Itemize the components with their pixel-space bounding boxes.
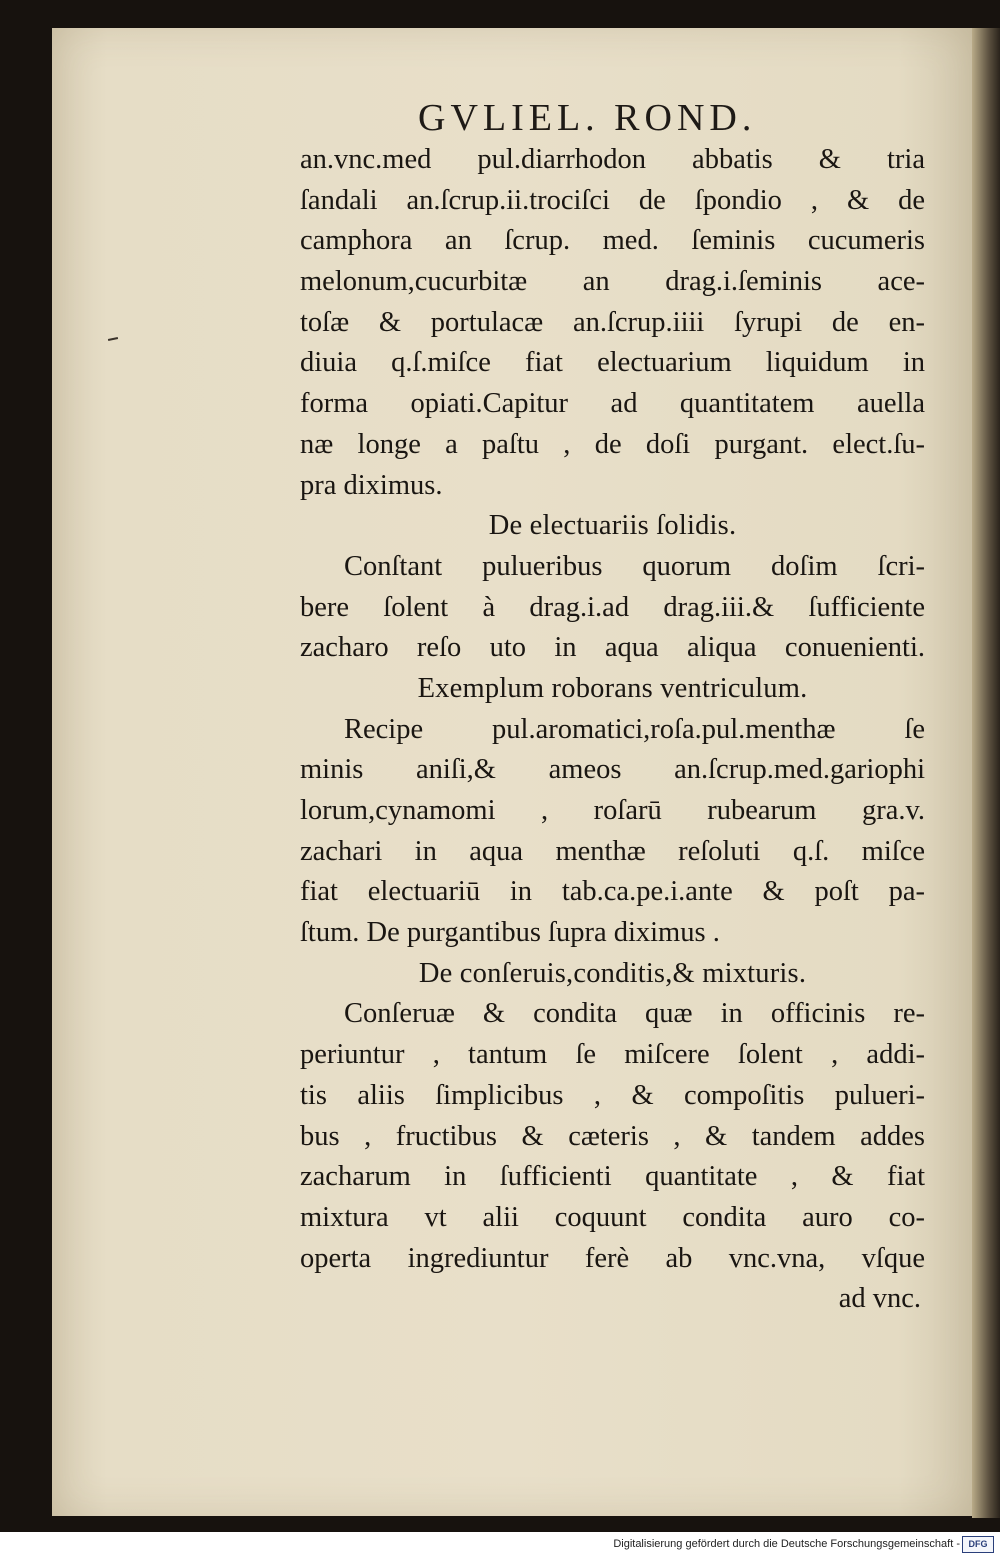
text-line: operta ingrediuntur ferè ab vnc.vna, vſque xyxy=(300,1242,925,1274)
text-line: næ longe a paſtu , de doſi purgant. elect.ſu- xyxy=(300,428,925,460)
text-line: Conſeruæ & condita quæ in officinis re- xyxy=(344,998,925,1030)
text-line: periuntur , tantum ſe miſcere ſolent , addi- xyxy=(300,1039,925,1071)
text-line: tis aliis ſimplicibus , & compoſitis pulueri- xyxy=(300,1079,925,1111)
text-line: zacharum in ſufficienti quantitate , & fiat xyxy=(300,1161,925,1193)
text-line: an.vnc.med pul.diarrhodon abbatis & tria xyxy=(300,144,925,175)
text-line: bus , fructibus & cæteris , & tandem addes xyxy=(300,1120,925,1152)
section-heading: De conſeruis,conditis,& mixturis. xyxy=(418,957,807,989)
text-line: mixtura vt alii coquunt condita auro co- xyxy=(300,1201,925,1233)
text-line: minis aniſi,& ameos an.ſcrup.med.gariophi xyxy=(300,754,925,786)
dfg-logo-icon: DFG xyxy=(962,1536,994,1553)
text-line: bere ſolent à drag.i.ad drag.iii.& ſufficiente xyxy=(300,591,925,623)
text-line: zacharo reſo uto in aqua aliqua conuenienti. xyxy=(300,632,925,664)
text-line: melonum,cucurbitæ an drag.i.ſeminis ace- xyxy=(300,266,925,298)
text-line: zachari in aqua menthæ reſoluti q.ſ. miſce xyxy=(300,835,925,867)
text-line: fiat electuariū in tab.ca.pe.i.ante & poſt pa- xyxy=(300,876,925,908)
page-edge xyxy=(972,28,1000,1518)
text-line: ſtum. De purgantibus ſupra diximus . xyxy=(300,917,720,949)
text-line: toſæ & portulacæ an.ſcrup.iiii ſyrupi de en- xyxy=(300,306,925,338)
text-line: lorum,cynamomi , roſarū rubearum gra.v. xyxy=(300,795,925,826)
section-heading: Exemplum roborans ventriculum. xyxy=(417,672,808,704)
text-line: ſandali an.ſcrup.ii.trociſci de ſpondio , & de xyxy=(300,184,925,216)
text-line: Conſtant pulueribus quorum doſim ſcri- xyxy=(344,550,925,582)
text-line: camphora an ſcrup. med. ſeminis cucumeris xyxy=(300,225,925,257)
text-line: pra diximus. xyxy=(300,469,443,501)
footer-credit: Digitalisierung gefördert durch die Deutsche Forschungsgemeinschaft - xyxy=(613,1538,960,1550)
text-line: forma opiati.Capitur ad quantitatem auella xyxy=(300,388,925,420)
text-block xyxy=(300,140,925,1320)
text-line: Recipe pul.aromatici,roſa.pul.menthæ ſe xyxy=(344,713,925,745)
text-line: diuia q.ſ.miſce fiat electuarium liquidum in xyxy=(300,347,925,379)
running-head: GVLIEL. ROND. xyxy=(418,97,757,139)
section-heading: De electuariis ſolidis. xyxy=(488,510,737,542)
catchword: ad vnc. xyxy=(838,1283,921,1315)
